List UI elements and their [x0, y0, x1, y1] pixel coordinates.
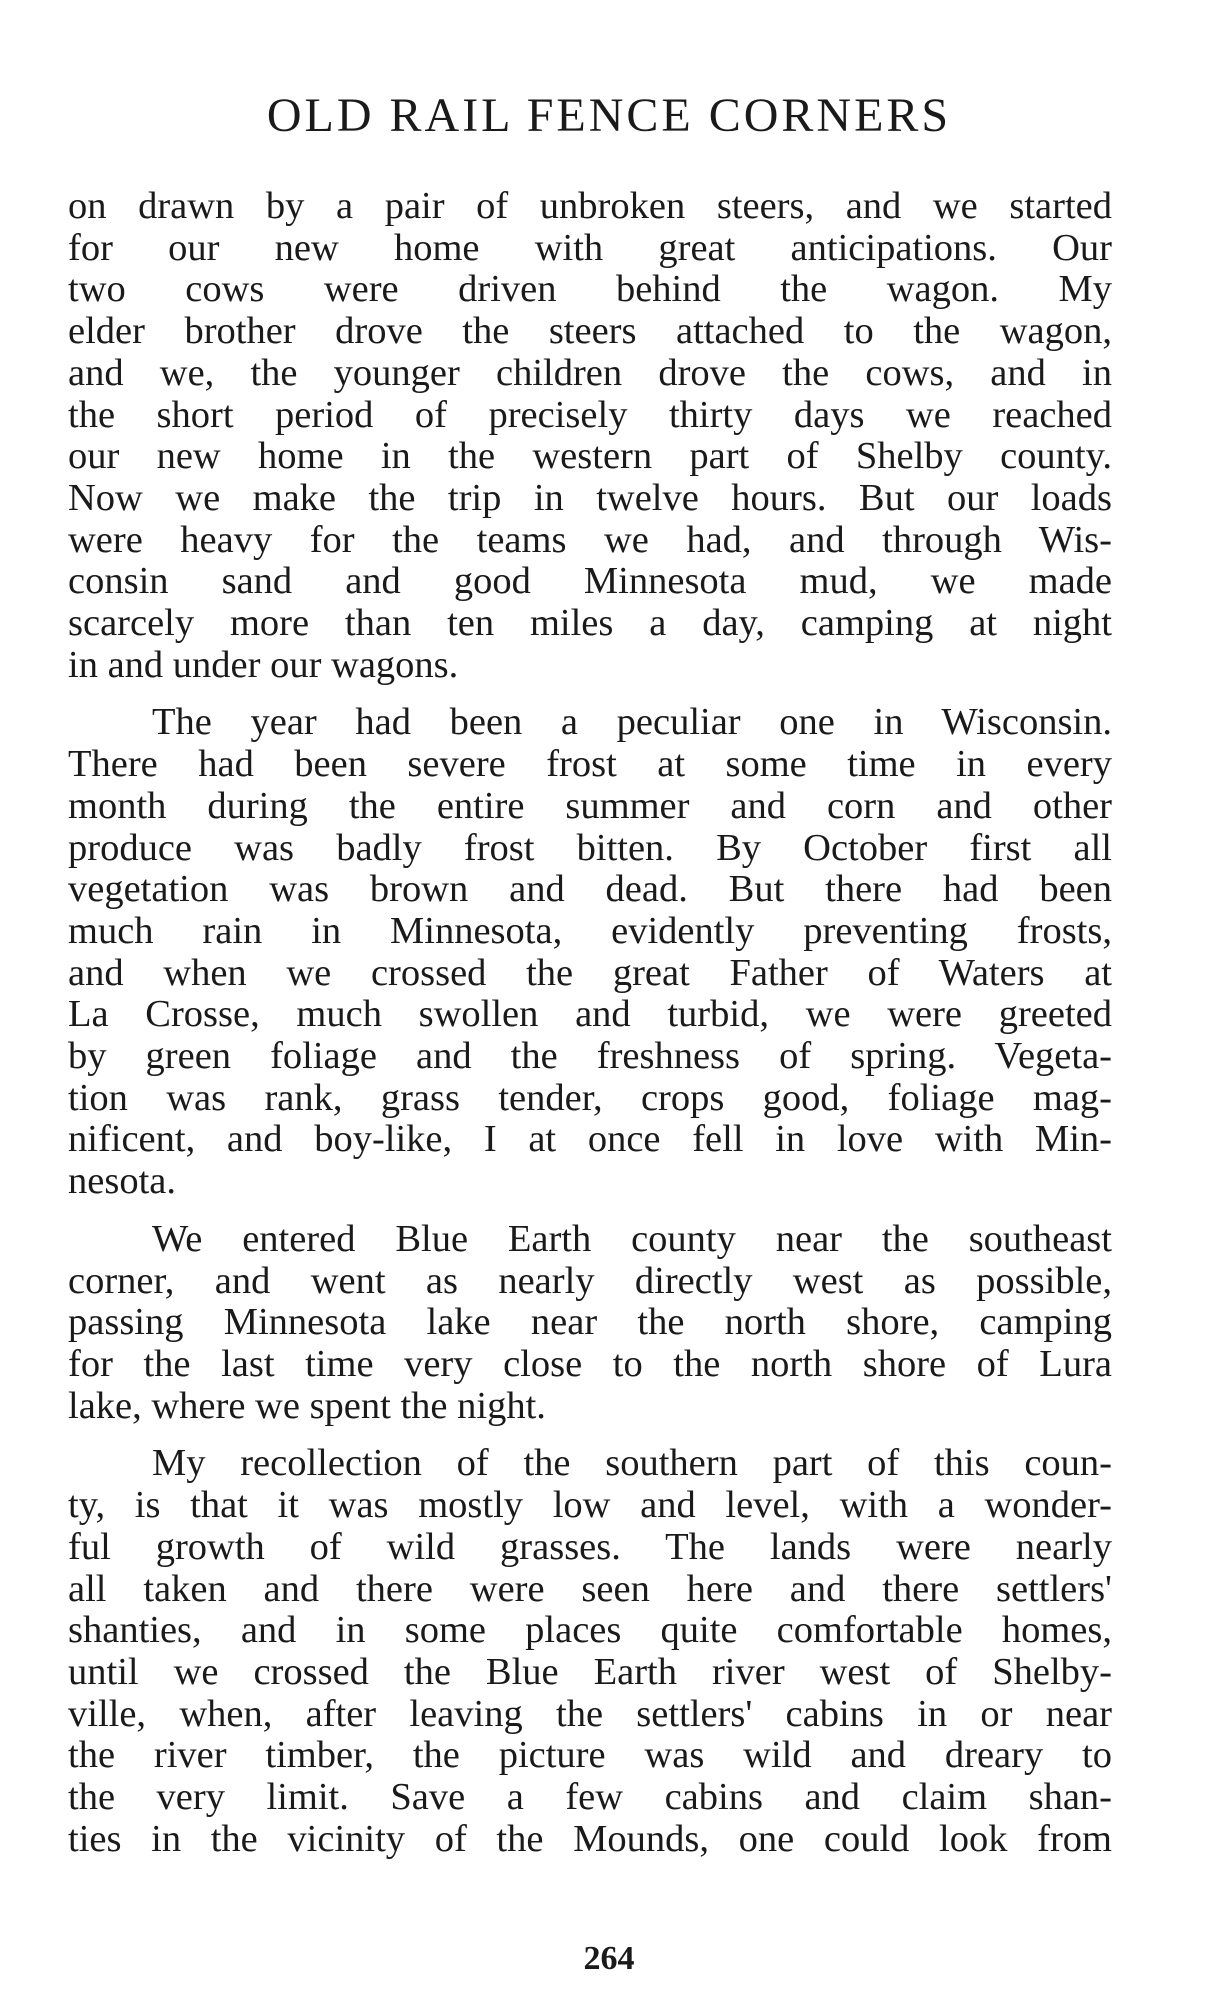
text-line: shanties, and in some places quite comfortable homes,	[68, 1609, 1112, 1652]
paragraph-1	[68, 186, 1112, 686]
text-line: were heavy for the teams we had, and through Wis-	[68, 518, 1112, 561]
text-line: ville, when, after leaving the settlers' cabins in or near	[68, 1692, 1112, 1735]
text-line: for the last time very close to the north shore of Lura	[68, 1342, 1112, 1385]
text-line: the very limit. Save a few cabins and claim shan-	[68, 1776, 1112, 1819]
text-line: ties in the vicinity of the Mounds, one could look from	[68, 1817, 1112, 1860]
text-line: until we crossed the Blue Earth river west of Shelby-	[68, 1650, 1112, 1693]
text-line: consin sand and good Minnesota mud, we made	[68, 560, 1112, 603]
text-line: lake, where we spent the night.	[68, 1384, 546, 1427]
paragraph-2	[68, 702, 1112, 1202]
text-line: My recollection of the southern part of this coun-	[152, 1442, 1112, 1485]
text-line: tion was rank, grass tender, crops good, foliage mag-	[68, 1076, 1112, 1119]
text-line: produce was badly frost bitten. By October first all	[68, 826, 1112, 869]
page-number: 264	[583, 1940, 635, 1977]
paragraph-3	[68, 1219, 1112, 1428]
text-line: our new home in the western part of Shelby county.	[68, 435, 1112, 478]
text-line: ty, is that it was mostly low and level, with a wonder-	[68, 1484, 1112, 1527]
body-text	[68, 186, 1112, 1860]
text-line: The year had been a peculiar one in Wisconsin.	[152, 701, 1112, 744]
paragraph-4	[68, 1443, 1112, 1860]
text-line: nificent, and boy-like, I at once fell in love with Min-	[68, 1118, 1112, 1161]
text-line: ful growth of wild grasses. The lands were nearly	[68, 1525, 1112, 1568]
text-line: the river timber, the picture was wild and dreary to	[68, 1734, 1112, 1777]
text-line: We entered Blue Earth county near the southeast	[152, 1217, 1112, 1260]
text-line: and when we crossed the great Father of Waters at	[68, 951, 1112, 994]
text-line: nesota.	[68, 1160, 176, 1203]
running-title: OLD RAIL FENCE CORNERS	[266, 89, 952, 142]
text-line: La Crosse, much swollen and turbid, we were greeted	[68, 993, 1112, 1036]
text-line: month during the entire summer and corn and other	[68, 784, 1112, 827]
text-line: in and under our wagons.	[68, 643, 459, 686]
text-line: Now we make the trip in twelve hours. But our loads	[68, 476, 1112, 519]
text-line: scarcely more than ten miles a day, camping at night	[68, 602, 1112, 645]
text-line: There had been severe frost at some time in every	[68, 743, 1112, 786]
text-line: corner, and went as nearly directly west as possible,	[68, 1259, 1112, 1302]
text-line: on drawn by a pair of unbroken steers, and we started	[68, 185, 1112, 227]
text-line: all taken and there were seen here and there settlers'	[68, 1567, 1112, 1610]
text-line: for our new home with great anticipations. Our	[68, 226, 1112, 269]
text-line: much rain in Minnesota, evidently preventing frosts,	[68, 909, 1112, 952]
text-line: the short period of precisely thirty days we reached	[68, 393, 1112, 436]
text-line: and we, the younger children drove the cows, and in	[68, 351, 1112, 394]
text-line: elder brother drove the steers attached to the wagon,	[68, 310, 1112, 353]
text-line: by green foliage and the freshness of spring. Vegeta-	[68, 1035, 1112, 1078]
text-line: vegetation was brown and dead. But there had been	[68, 868, 1112, 911]
text-line: passing Minnesota lake near the north shore, camping	[68, 1301, 1112, 1344]
text-line: two cows were driven behind the wagon. My	[68, 268, 1112, 311]
